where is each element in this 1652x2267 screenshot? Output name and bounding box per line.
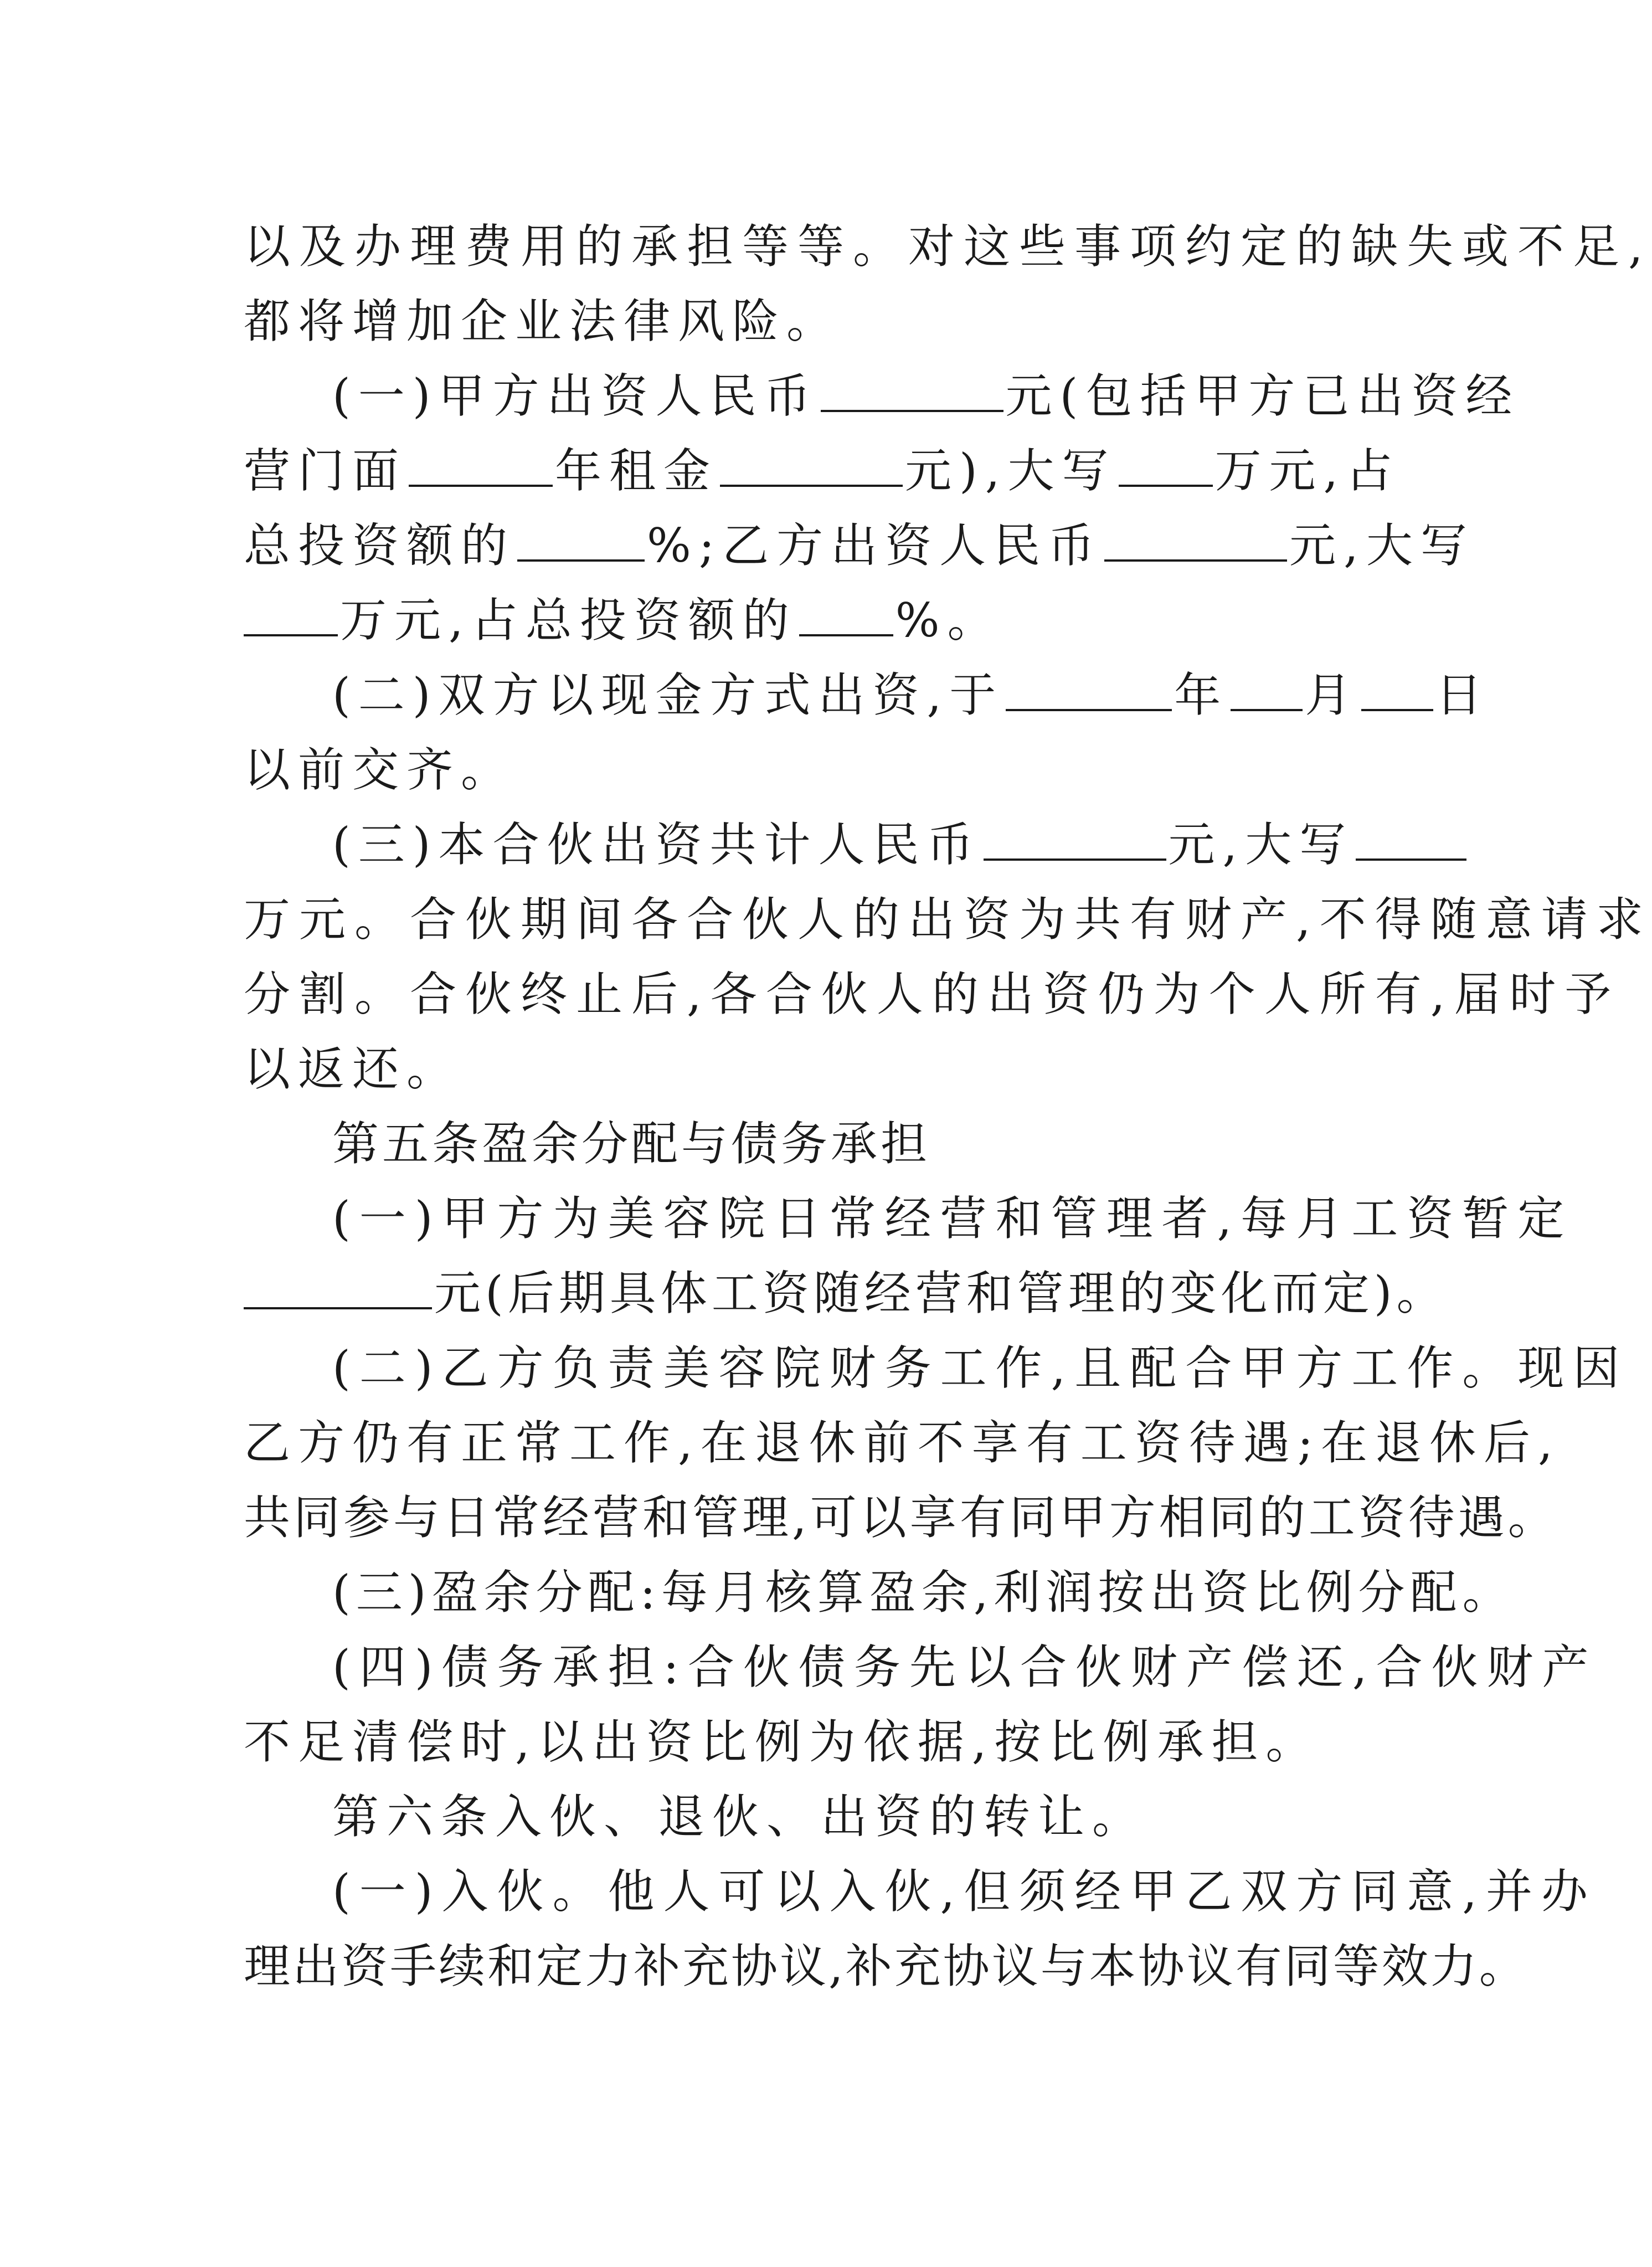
text-segment: (二)乙方负责美容院财务工作,且配合甲方工作。现因 bbox=[332, 1341, 1629, 1395]
fill-in-blank[interactable] bbox=[1119, 444, 1213, 487]
text-segment: 万元。合伙期间各合伙人的出资为共有财产,不得随意请求 bbox=[244, 892, 1652, 947]
text-segment: 理出资手续和定力补充协议,补充协议与本协议有同等效力。 bbox=[244, 1939, 1528, 1993]
text-segment: (一)甲方出资人民币 bbox=[332, 369, 819, 423]
paragraph-line bbox=[244, 1030, 1385, 1108]
fill-in-blank[interactable] bbox=[1006, 668, 1172, 711]
text-segment: %;乙方出资人民币 bbox=[647, 518, 1103, 573]
text-segment: (一)甲方为美容院日常经营和管理者,每月工资暂定 bbox=[332, 1191, 1573, 1246]
paragraph-line bbox=[332, 656, 1490, 734]
text-segment: 乙方仍有正常工作,在退休前不享有工资待遇;在退休后, bbox=[244, 1416, 1561, 1470]
text-segment: (三)本合伙出资共计人民币 bbox=[332, 818, 981, 872]
text-segment: 元(后期具体工资随经营和管理的变化而定)。 bbox=[434, 1266, 1448, 1320]
text-segment: (二)双方以现金方式出资,于 bbox=[332, 668, 1004, 722]
paragraph-line bbox=[332, 806, 1385, 883]
text-segment: 分割。合伙终止后,各合伙人的出资仍为个人所有,届时予 bbox=[244, 967, 1620, 1021]
text-segment: 以前交齐。 bbox=[244, 743, 516, 797]
paragraph-line bbox=[332, 1853, 1597, 1930]
paragraph-line bbox=[244, 282, 1385, 360]
paragraph-line bbox=[244, 1255, 1448, 1332]
text-segment: (四)债务承担:合伙债务先以合伙财产偿还,合伙财产 bbox=[332, 1640, 1598, 1694]
text-segment: 营门面 bbox=[244, 444, 407, 498]
paragraph-line bbox=[244, 731, 1385, 809]
text-segment: 第五条盈余分配与债务承担 bbox=[332, 1117, 931, 1171]
fill-in-blank[interactable] bbox=[1104, 518, 1287, 562]
text-segment: 月 bbox=[1305, 668, 1360, 722]
paragraph-line bbox=[244, 1479, 1558, 1556]
text-segment: 年 bbox=[1174, 668, 1229, 722]
fill-in-blank[interactable] bbox=[409, 444, 553, 487]
section-heading bbox=[332, 1105, 1385, 1183]
fill-in-blank[interactable] bbox=[1231, 668, 1303, 711]
text-segment: %。 bbox=[895, 593, 1002, 647]
fill-in-blank[interactable] bbox=[720, 444, 903, 487]
paragraph-line bbox=[332, 357, 1520, 435]
fill-in-blank[interactable] bbox=[244, 1266, 432, 1309]
text-segment: 总投资额的 bbox=[244, 518, 516, 573]
text-segment: 以返还。 bbox=[244, 1042, 461, 1096]
text-segment: 共同参与日常经营和管理,可以享有同甲方相同的工资待遇。 bbox=[244, 1490, 1558, 1545]
paragraph-line bbox=[332, 1554, 1515, 1631]
paragraph-line bbox=[244, 208, 1652, 285]
paragraph-line bbox=[244, 432, 1401, 510]
paragraph-line bbox=[332, 1329, 1629, 1407]
section-heading bbox=[332, 1778, 1385, 1855]
fill-in-blank[interactable] bbox=[517, 518, 645, 562]
text-segment: 不足清偿时,以出资比例为依据,按比例承担。 bbox=[244, 1715, 1320, 1769]
fill-in-blank[interactable] bbox=[1361, 668, 1433, 711]
paragraph-line bbox=[244, 1404, 1561, 1482]
paragraph-line bbox=[244, 881, 1652, 958]
text-segment: 元,大写 bbox=[1289, 518, 1475, 573]
text-segment: 万元,占 bbox=[1214, 444, 1401, 498]
text-segment: 万元,占总投资额的 bbox=[340, 593, 797, 647]
paragraph-line bbox=[244, 1703, 1385, 1781]
text-segment: (一)入伙。他人可以入伙,但须经甲乙双方同意,并办 bbox=[332, 1864, 1597, 1919]
fill-in-blank[interactable] bbox=[244, 593, 338, 636]
text-segment: 日 bbox=[1435, 668, 1490, 722]
fill-in-blank[interactable] bbox=[821, 369, 1003, 412]
text-segment: 第六条入伙、退伙、出资的转让。 bbox=[332, 1790, 1147, 1844]
text-segment: 元(包括甲方已出资经 bbox=[1005, 369, 1520, 423]
text-segment: 元),大写 bbox=[905, 444, 1116, 498]
text-segment: (三)盈余分配:每月核算盈余,利润按出资比例分配。 bbox=[332, 1565, 1515, 1620]
text-segment: 以及办理费用的承担等等。对这些事项约定的缺失或不足, bbox=[244, 219, 1652, 274]
paragraph-line bbox=[244, 582, 1385, 659]
paragraph-line bbox=[244, 1927, 1528, 2005]
text-segment: 都将增加企业法律风险。 bbox=[244, 294, 841, 348]
text-segment: 元,大写 bbox=[1168, 818, 1354, 872]
fill-in-blank[interactable] bbox=[1356, 818, 1466, 861]
fill-in-blank[interactable] bbox=[799, 593, 893, 636]
paragraph-line bbox=[244, 507, 1475, 584]
fill-in-blank[interactable] bbox=[984, 818, 1166, 861]
paragraph-line bbox=[244, 955, 1620, 1033]
text-segment: 年租金 bbox=[555, 444, 718, 498]
paragraph-line bbox=[332, 1180, 1573, 1257]
paragraph-line bbox=[332, 1628, 1598, 1706]
